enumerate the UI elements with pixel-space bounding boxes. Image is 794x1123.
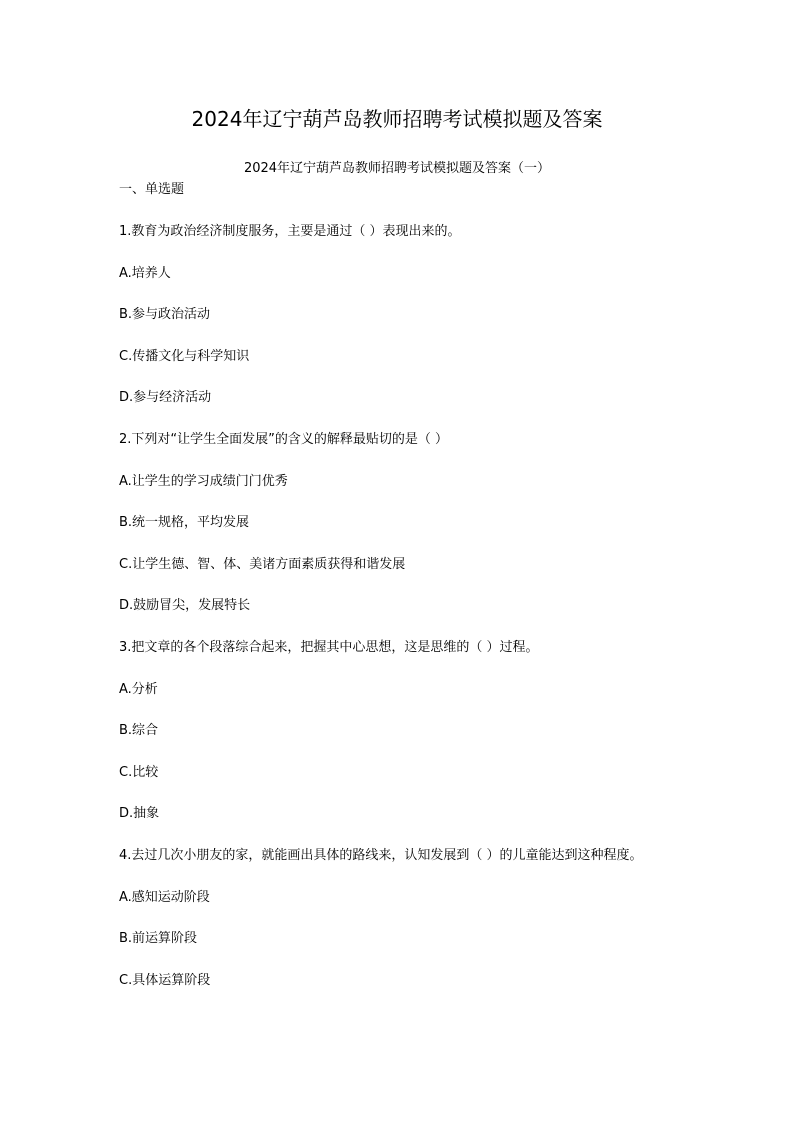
document-title: 2024年辽宁葫芦岛教师招聘考试模拟题及答案 [191, 107, 603, 131]
option-b: B.参与政治活动 [119, 307, 211, 323]
option-b: B.综合 [119, 723, 159, 739]
question-text: 4.去过几次小朋友的家，就能画出具体的路线来，认知发展到（ ）的儿童能达到这种程度。 [119, 847, 643, 863]
option-b: B.统一规格，平均发展 [119, 515, 250, 531]
question-block [119, 846, 679, 991]
option-a: A.培养人 [119, 265, 171, 281]
section-heading: 一、单选题 [119, 182, 185, 197]
option-c: C.具体运算阶段 [119, 972, 211, 988]
question-text: 2.下列对“让学生全面发展”的含义的解释最贴切的是（ ） [119, 431, 449, 447]
question-text: 3.把文章的各个段落综合起来，把握其中心思想，这是思维的（ ）过程。 [119, 639, 539, 655]
option-a: A.让学生的学习成绩门门优秀 [119, 473, 288, 489]
option-d: D.参与经济活动 [119, 390, 212, 406]
question-block [119, 222, 679, 408]
option-c: C.让学生德、智、体、美诸方面素质获得和谐发展 [119, 556, 406, 572]
option-a: A.分析 [119, 681, 158, 697]
option-b: B.前运算阶段 [119, 931, 198, 947]
option-a: A.感知运动阶段 [119, 889, 210, 905]
option-d: D.鼓励冒尖，发展特长 [119, 598, 251, 614]
option-c: C.比较 [119, 764, 159, 780]
question-block [119, 638, 679, 824]
option-d: D.抽象 [119, 806, 160, 822]
document-subtitle: 2024年辽宁葫芦岛教师招聘考试模拟题及答案（一） [243, 161, 551, 176]
question-text: 1.教育为政治经济制度服务，主要是通过（ ）表现出来的。 [119, 224, 461, 239]
question-block [119, 430, 679, 616]
question-list [119, 222, 679, 1012]
option-c: C.传播文化与科学知识 [119, 348, 250, 364]
